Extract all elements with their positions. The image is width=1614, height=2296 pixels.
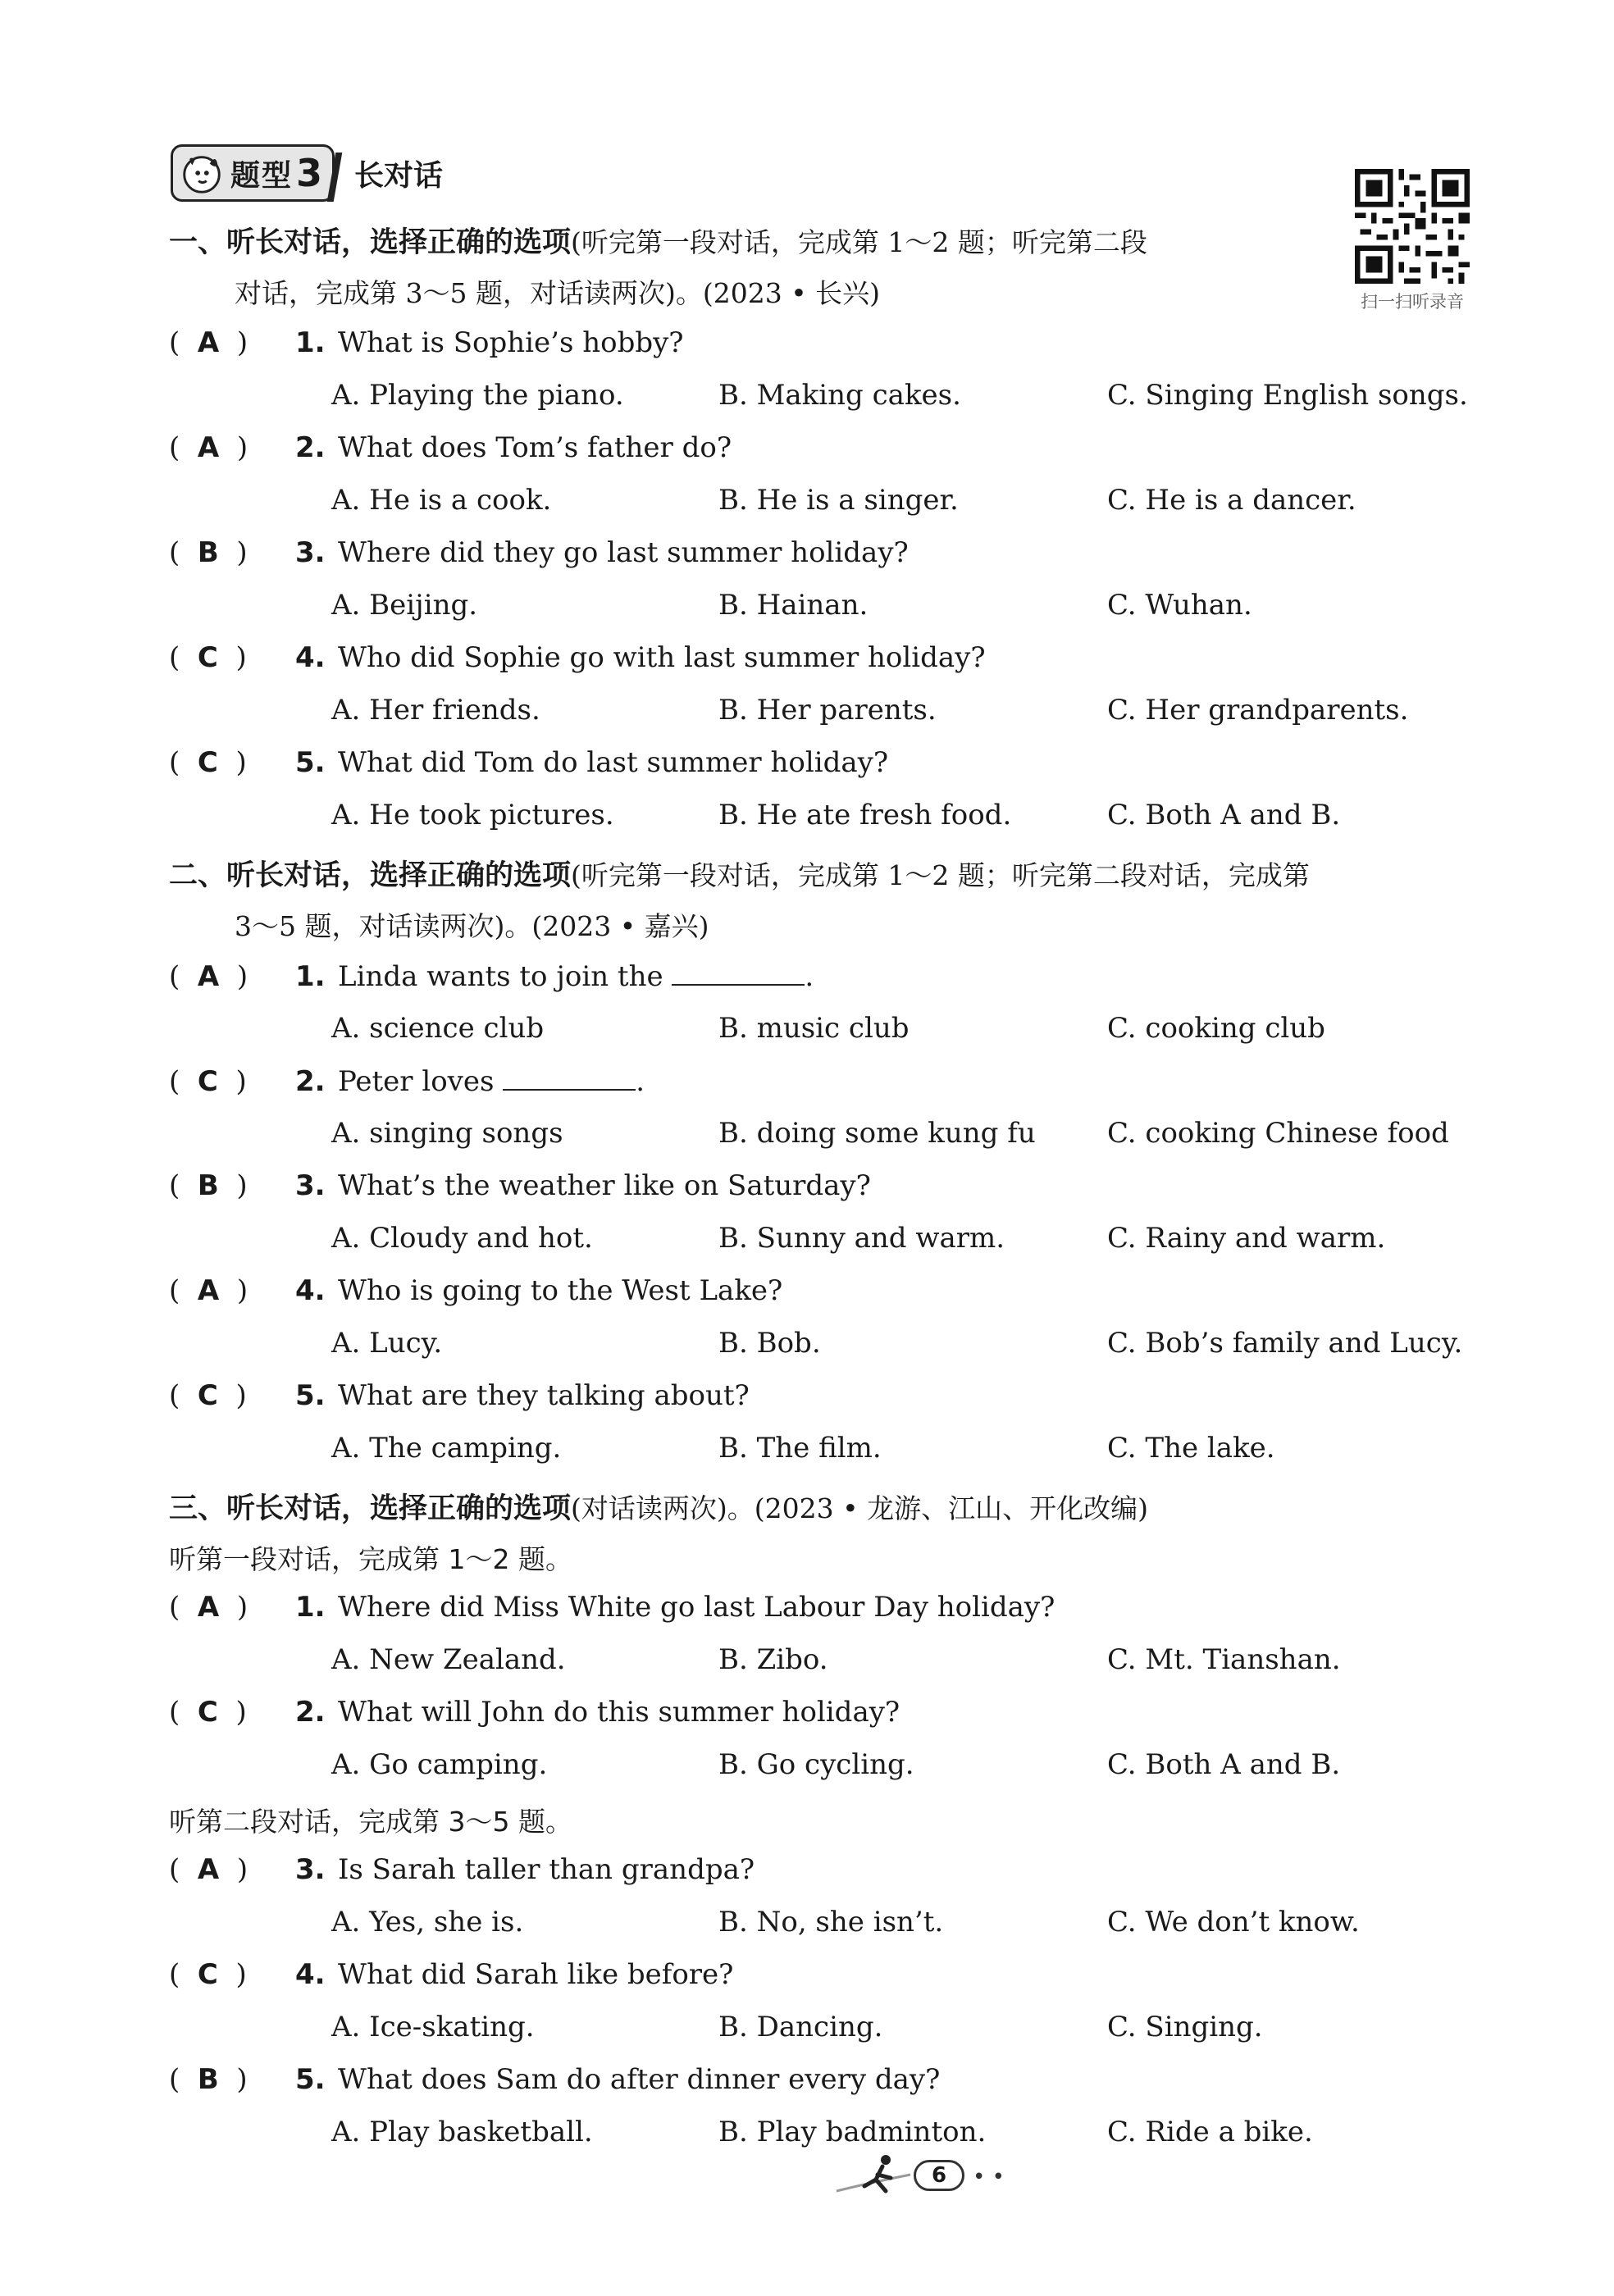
option-a: A. Her friends. xyxy=(331,694,540,727)
question-type-badge xyxy=(171,144,335,202)
answer-paren: ( B ) xyxy=(169,1169,248,1202)
question-number: 1. xyxy=(295,326,326,359)
question-row xyxy=(169,1169,871,1202)
section-1-note-line2 xyxy=(235,272,880,311)
option-a: A. Cloudy and hot. xyxy=(331,1222,593,1255)
answer-paren: ( C ) xyxy=(169,641,247,674)
question-row xyxy=(169,431,732,464)
page-title: 长对话 xyxy=(354,159,444,193)
question-number: 2. xyxy=(295,431,326,464)
option-b: B. Go cycling. xyxy=(718,1748,914,1781)
option-c: C. Her grandparents. xyxy=(1107,694,1409,727)
question-row xyxy=(169,2063,940,2096)
section-3-subheading-2: 听第二段对话，完成第 3～5 题。 xyxy=(169,1806,572,1838)
answer-letter: A xyxy=(197,326,220,359)
question-number: 5. xyxy=(295,746,326,779)
answer-paren: ( A ) xyxy=(169,326,248,359)
question-row xyxy=(169,1958,733,1991)
option-c: C. cooking Chinese food xyxy=(1107,1117,1449,1150)
answer-paren: ( A ) xyxy=(169,1591,248,1624)
answer-letter: B xyxy=(197,1169,219,1202)
question-suffix: . xyxy=(805,960,814,993)
question-number: 5. xyxy=(295,2063,326,2096)
section-2-title: 二、听长对话，选择正确的选项 xyxy=(169,859,572,892)
question-row xyxy=(169,326,684,359)
answer-letter: A xyxy=(197,1591,220,1624)
question-text: Where did Miss White go last Labour Day holiday? xyxy=(338,1591,1055,1624)
option-c: C. Wuhan. xyxy=(1107,589,1252,622)
answer-paren: ( C ) xyxy=(169,1958,247,1991)
question-text: What is Sophie’s hobby? xyxy=(338,326,684,359)
question-text: Is Sarah taller than grandpa? xyxy=(338,1853,755,1886)
option-a: A. Play basketball. xyxy=(331,2116,593,2148)
question-text: What’s the weather like on Saturday? xyxy=(338,1169,871,1202)
question-text: Who did Sophie go with last summer holiday? xyxy=(338,641,986,674)
option-a: A. science club xyxy=(331,1012,545,1045)
answer-paren: ( A ) xyxy=(169,431,248,464)
question-text: What will John do this summer holiday? xyxy=(338,1696,900,1729)
option-c: C. We don’t know. xyxy=(1107,1906,1360,1938)
answer-letter: A xyxy=(197,960,220,993)
question-row xyxy=(169,536,909,569)
question-text: What did Sarah like before? xyxy=(338,1958,734,1991)
option-a: A. Ice-skating. xyxy=(331,2011,535,2043)
question-number: 4. xyxy=(295,1958,326,1991)
question-text: Who is going to the West Lake? xyxy=(338,1274,783,1307)
answer-blank[interactable] xyxy=(503,1064,636,1091)
answer-letter: C xyxy=(197,746,218,779)
section-1-note-2: 对话，完成第 3～5 题，对话读两次)。(2023 • 长兴) xyxy=(235,277,881,309)
badge-label: 题型 xyxy=(230,158,294,193)
question-number: 2. xyxy=(295,1696,326,1729)
option-b: B. Play badminton. xyxy=(718,2116,987,2148)
answer-paren: ( A ) xyxy=(169,1853,248,1886)
option-a: A. Beijing. xyxy=(331,589,478,622)
option-b: B. Her parents. xyxy=(718,694,937,727)
option-b: B. No, she isn’t. xyxy=(718,1906,944,1938)
section-1-heading xyxy=(169,220,1147,261)
option-b: B. Sunny and warm. xyxy=(718,1222,1005,1255)
option-b: B. Dancing. xyxy=(718,2011,883,2043)
answer-paren: ( B ) xyxy=(169,2063,248,2096)
qr-caption: 扫一扫听录音 xyxy=(1361,292,1464,312)
option-c: C. Bob’s family and Lucy. xyxy=(1107,1327,1463,1360)
option-a: A. He took pictures. xyxy=(331,799,614,831)
section-2-heading xyxy=(169,853,1310,894)
question-number: 4. xyxy=(295,1274,326,1307)
question-row xyxy=(169,746,888,779)
answer-letter: A xyxy=(197,1853,220,1886)
question-row xyxy=(169,1379,750,1412)
option-c: C. Singing English songs. xyxy=(1107,379,1468,412)
section-1-title: 一、听长对话，选择正确的选项 xyxy=(169,226,572,259)
option-c: C. Singing. xyxy=(1107,2011,1263,2043)
question-text: What does Tom’s father do? xyxy=(338,431,732,464)
option-c: C. Ride a bike. xyxy=(1107,2116,1313,2148)
question-row xyxy=(169,1591,1055,1624)
option-a: A. Playing the piano. xyxy=(331,379,624,412)
option-a: A. Go camping. xyxy=(331,1748,548,1781)
squirrel-mascot-icon xyxy=(178,149,226,197)
option-b: B. The film. xyxy=(718,1432,882,1465)
option-b: B. Bob. xyxy=(718,1327,821,1360)
answer-paren: ( A ) xyxy=(169,960,248,993)
option-b: B. He is a singer. xyxy=(718,484,959,517)
answer-letter: C xyxy=(197,1696,218,1729)
section-3-note: (对话读两次)。(2023 • 龙游、江山、开化改编) xyxy=(571,1492,1148,1524)
question-row xyxy=(169,1696,900,1729)
question-number: 5. xyxy=(295,1379,326,1412)
question-row xyxy=(169,641,986,674)
option-a: A. New Zealand. xyxy=(331,1643,566,1676)
answer-letter: C xyxy=(197,641,218,674)
question-row xyxy=(169,1853,755,1886)
answer-paren: ( A ) xyxy=(169,1274,248,1307)
answer-paren: ( C ) xyxy=(169,1379,247,1412)
question-text: Linda wants to join the xyxy=(338,960,663,993)
option-a: A. Lucy. xyxy=(331,1327,443,1360)
question-number: 3. xyxy=(295,1853,326,1886)
answer-paren: ( C ) xyxy=(169,1065,247,1098)
option-a: A. He is a cook. xyxy=(331,484,552,517)
option-c: C. Mt. Tianshan. xyxy=(1107,1643,1341,1676)
badge-number: 3 xyxy=(296,151,323,195)
section-3-subheading-1: 听第一段对话，完成第 1～2 题。 xyxy=(169,1543,572,1575)
option-c: C. Rainy and warm. xyxy=(1107,1222,1386,1255)
answer-letter: B xyxy=(197,536,219,569)
option-b: B. doing some kung fu xyxy=(718,1117,1036,1150)
question-text: Where did they go last summer holiday? xyxy=(338,536,909,569)
option-b: B. He ate fresh food. xyxy=(718,799,1012,831)
answer-letter: B xyxy=(197,2063,219,2096)
option-c: C. He is a dancer. xyxy=(1107,484,1356,517)
section-2-note: (听完第一段对话，完成第 1～2 题；听完第二段对话，完成第 xyxy=(571,859,1310,891)
option-a: A. singing songs xyxy=(331,1117,563,1150)
question-text: What does Sam do after dinner every day? xyxy=(338,2063,941,2096)
question-row xyxy=(169,1064,645,1098)
question-row xyxy=(169,1274,782,1307)
option-c: C. The lake. xyxy=(1107,1432,1275,1465)
option-c: C. Both A and B. xyxy=(1107,1748,1341,1781)
question-text: What did Tom do last summer holiday? xyxy=(338,746,889,779)
question-number: 1. xyxy=(295,1591,326,1624)
answer-paren: ( C ) xyxy=(169,1696,247,1729)
answer-letter: C xyxy=(197,1958,218,1991)
qr-code-icon[interactable] xyxy=(1355,169,1470,284)
section-3-title: 三、听长对话，选择正确的选项 xyxy=(169,1492,572,1525)
question-number: 1. xyxy=(295,960,326,993)
runner-logo-icon xyxy=(828,2150,919,2199)
option-a: A. The camping. xyxy=(331,1432,562,1465)
section-3-heading xyxy=(169,1486,1148,1527)
question-number: 2. xyxy=(295,1065,326,1098)
question-text: Peter loves xyxy=(338,1065,495,1098)
question-suffix: . xyxy=(636,1065,645,1098)
question-number: 3. xyxy=(295,536,326,569)
answer-letter: C xyxy=(197,1379,218,1412)
question-number: 3. xyxy=(295,1169,326,1202)
question-number: 4. xyxy=(295,641,326,674)
option-c: C. Both A and B. xyxy=(1107,799,1341,831)
option-b: B. Making cakes. xyxy=(718,379,961,412)
option-b: B. Hainan. xyxy=(718,589,869,622)
option-b: B. music club xyxy=(718,1012,910,1045)
option-c: C. cooking club xyxy=(1107,1012,1325,1045)
question-row xyxy=(169,959,814,993)
answer-blank[interactable] xyxy=(672,959,805,986)
section-2-note-line2 xyxy=(235,905,709,944)
page-number: 6 xyxy=(914,2160,964,2191)
answer-letter: A xyxy=(197,431,220,464)
option-a: A. Yes, she is. xyxy=(331,1906,524,1938)
answer-paren: ( C ) xyxy=(169,746,247,779)
answer-paren: ( B ) xyxy=(169,536,248,569)
answer-letter: A xyxy=(197,1274,220,1307)
footer-dots-icon: • • xyxy=(973,2165,1005,2189)
answer-letter: C xyxy=(197,1065,218,1098)
question-text: What are they talking about? xyxy=(338,1379,750,1412)
section-2-note-2: 3～5 题，对话读两次)。(2023 • 嘉兴) xyxy=(235,910,709,942)
option-b: B. Zibo. xyxy=(718,1643,828,1676)
section-1-note: (听完第一段对话，完成第 1～2 题；听完第二段 xyxy=(571,226,1147,258)
